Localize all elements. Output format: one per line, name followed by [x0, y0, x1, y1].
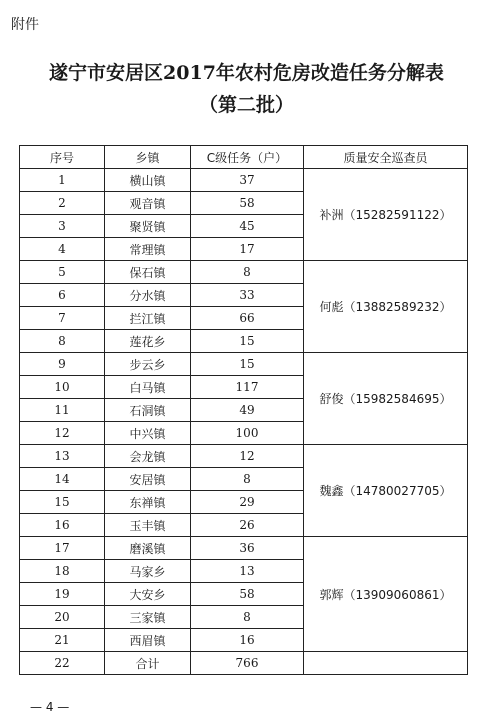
- row-inspector: 何彪（13882589232）: [304, 261, 468, 353]
- row-tasks: 100: [191, 422, 304, 445]
- row-inspector: 舒俊（15982584695）: [304, 353, 468, 445]
- row-town: 步云乡: [105, 353, 191, 376]
- row-serial: 10: [20, 376, 105, 399]
- total-row: [20, 652, 468, 675]
- row-serial: 7: [20, 307, 105, 330]
- row-tasks: 45: [191, 215, 304, 238]
- total-serial: 22: [20, 652, 105, 675]
- row-town: 聚贤镇: [105, 215, 191, 238]
- row-tasks: 29: [191, 491, 304, 514]
- row-town: 西眉镇: [105, 629, 191, 652]
- row-serial: 16: [20, 514, 105, 537]
- row-town: 东禅镇: [105, 491, 191, 514]
- row-town: 马家乡: [105, 560, 191, 583]
- row-tasks: 117: [191, 376, 304, 399]
- row-serial: 18: [20, 560, 105, 583]
- row-serial: 20: [20, 606, 105, 629]
- row-serial: 13: [20, 445, 105, 468]
- row-serial: 3: [20, 215, 105, 238]
- row-tasks: 8: [191, 261, 304, 284]
- table-row: [20, 353, 468, 376]
- total-tasks: 766: [191, 652, 304, 675]
- row-serial: 15: [20, 491, 105, 514]
- header-c-level-tasks: C级任务（户）: [191, 146, 304, 169]
- row-town: 拦江镇: [105, 307, 191, 330]
- header-serial: 序号: [20, 146, 105, 169]
- row-serial: 4: [20, 238, 105, 261]
- document-title: 遂宁市安居区2017年农村危房改造任务分解表: [49, 62, 444, 84]
- row-town: 石洞镇: [105, 399, 191, 422]
- row-town: 安居镇: [105, 468, 191, 491]
- row-serial: 12: [20, 422, 105, 445]
- row-tasks: 37: [191, 169, 304, 192]
- row-tasks: 15: [191, 353, 304, 376]
- task-table: [19, 145, 468, 675]
- row-tasks: 33: [191, 284, 304, 307]
- row-town: 分水镇: [105, 284, 191, 307]
- row-tasks: 8: [191, 606, 304, 629]
- row-tasks: 17: [191, 238, 304, 261]
- header-inspector: 质量安全巡查员: [304, 146, 468, 169]
- row-inspector: 补洲（15282591122）: [304, 169, 468, 261]
- row-town: 横山镇: [105, 169, 191, 192]
- row-tasks: 58: [191, 583, 304, 606]
- row-inspector: 郭辉（13909060861）: [304, 537, 468, 652]
- row-town: 玉丰镇: [105, 514, 191, 537]
- row-tasks: 8: [191, 468, 304, 491]
- attachment-label: 附件: [11, 17, 39, 33]
- row-tasks: 26: [191, 514, 304, 537]
- row-serial: 11: [20, 399, 105, 422]
- table-body: [20, 169, 468, 675]
- row-serial: 8: [20, 330, 105, 353]
- row-town: 观音镇: [105, 192, 191, 215]
- row-serial: 6: [20, 284, 105, 307]
- page-number: — 4 —: [30, 700, 70, 714]
- row-serial: 21: [20, 629, 105, 652]
- row-tasks: 49: [191, 399, 304, 422]
- row-town: 会龙镇: [105, 445, 191, 468]
- row-serial: 5: [20, 261, 105, 284]
- table-row: [20, 169, 468, 192]
- total-label: 合计: [105, 652, 191, 675]
- row-town: 三家镇: [105, 606, 191, 629]
- row-tasks: 12: [191, 445, 304, 468]
- table-row: [20, 445, 468, 468]
- row-town: 大安乡: [105, 583, 191, 606]
- row-inspector: 魏鑫（14780027705）: [304, 445, 468, 537]
- row-serial: 1: [20, 169, 105, 192]
- row-serial: 14: [20, 468, 105, 491]
- row-town: 常理镇: [105, 238, 191, 261]
- row-serial: 9: [20, 353, 105, 376]
- row-serial: 17: [20, 537, 105, 560]
- row-serial: 19: [20, 583, 105, 606]
- table-row: [20, 261, 468, 284]
- table-row: [20, 537, 468, 560]
- row-tasks: 16: [191, 629, 304, 652]
- row-town: 莲花乡: [105, 330, 191, 353]
- row-town: 中兴镇: [105, 422, 191, 445]
- header-town: 乡镇: [105, 146, 191, 169]
- row-tasks: 66: [191, 307, 304, 330]
- row-town: 磨溪镇: [105, 537, 191, 560]
- document-subtitle: （第二批）: [198, 94, 294, 116]
- row-town: 白马镇: [105, 376, 191, 399]
- row-tasks: 58: [191, 192, 304, 215]
- table-header-row: [20, 146, 468, 169]
- total-inspector-empty: [304, 652, 468, 675]
- row-tasks: 15: [191, 330, 304, 353]
- row-serial: 2: [20, 192, 105, 215]
- row-town: 保石镇: [105, 261, 191, 284]
- row-tasks: 36: [191, 537, 304, 560]
- row-tasks: 13: [191, 560, 304, 583]
